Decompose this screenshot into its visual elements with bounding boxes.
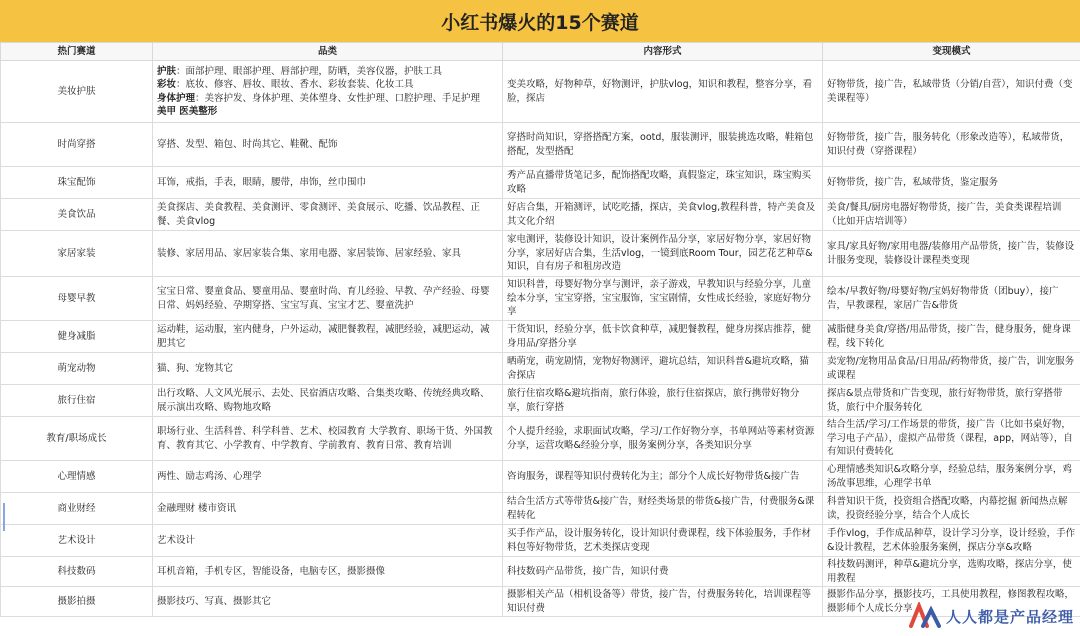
table-row [1, 557, 1080, 587]
content-cell: 结合生活方式等带货&接广告，财经类场景的带货&接广告，付费服务&课程转化 [503, 493, 823, 525]
content-cell: 秀产品直播带货笔记多，配饰搭配攻略，真假鉴定，珠宝知识，珠宝购买攻略 [503, 167, 823, 199]
content-cell: 科技数码产品带货，接广告，知识付费 [503, 557, 823, 587]
track-cell: 家居家装 [1, 231, 153, 277]
content-cell: 知识科普，母婴好物分享与测评，亲子游戏，早教知识与经验分享，儿童绘本分享，宝宝穿搭，宝宝服饰，宝宝剧情，女性成长经验，家庭好物分享 [503, 277, 823, 321]
table-row [1, 167, 1080, 199]
monetize-cell: 好物带货，接广告，私域带货（分销/自营），知识付费（变美课程等） [823, 61, 1080, 123]
table-row [1, 385, 1080, 417]
track-cell: 珠宝配饰 [1, 167, 153, 199]
monetize-cell: 美食/餐具/厨房电器好物带货，接广告，美食类课程培训（比如开店培训等） [823, 199, 1080, 231]
track-cell: 科技数码 [1, 557, 153, 587]
track-cell: 萌宠动物 [1, 353, 153, 385]
content-cell: 咨询服务，课程等知识付费转化为主；部分个人成长好物带货&接广告 [503, 461, 823, 493]
table-row [1, 417, 1080, 461]
tracks-table [0, 42, 1080, 617]
track-cell: 健身减脂 [1, 321, 153, 353]
track-cell: 教育/职场成长 [1, 417, 153, 461]
table-row [1, 353, 1080, 385]
table-row [1, 231, 1080, 277]
track-cell: 心理情感 [1, 461, 153, 493]
category-text: ：面部护理、眼部护理、唇部护理，防晒，美容仪器，护肤工具 [176, 65, 443, 77]
content-cell: 个人提升经验，求职面试攻略，学习/工作好物分享，书单网站等素材资源分享，运营攻略&经验分享，服务案例分享，各类知识分享 [503, 417, 823, 461]
monetize-cell: 科技数码测评，种草&避坑分享，选购攻略，探店分享，使用教程 [823, 557, 1080, 587]
content-cell: 干货知识，经验分享，低卡饮食种草，减肥餐教程，健身房探店推荐，健身用品/穿搭分享 [503, 321, 823, 353]
content-cell: 旅行住宿攻略&避坑指南，旅行体验，旅行住宿探店，旅行携带好物分享，旅行穿搭 [503, 385, 823, 417]
row-selection-marker [3, 503, 5, 531]
track-cell: 商业财经 [1, 493, 153, 525]
monetize-cell: 好物带货，接广告，私域带货，鉴定服务 [823, 167, 1080, 199]
page-title-text: 小红书爆火的15个赛道 [441, 11, 639, 34]
content-cell: 摄影相关产品（相机设备等）带货，接广告，付费服务转化，培训课程等知识付费 [503, 587, 823, 617]
monetize-cell: 科普知识干货，投资组合搭配攻略，内幕挖掘 新闻热点解读，投资经验分享，结合个人成长 [823, 493, 1080, 525]
monetize-cell: 手作vlog，手作成品种草，设计学习分享，设计经验，手作&设计教程，艺术体验服务案例，探店分享&攻略 [823, 525, 1080, 557]
category-cell: 运动鞋，运动服，室内健身，户外运动，减肥餐教程，减肥经验，减肥运动，减肥其它 [153, 321, 503, 353]
header-track: 热门赛道 [1, 43, 153, 61]
track-cell: 时尚穿搭 [1, 123, 153, 167]
category-cell: 职场行业、生活科普、科学科普、艺术、校园教育 大学教育、职场干货、外国教育、教育其它、小学教育、中学教育、学前教育、教育日常、教育培训 [153, 417, 503, 461]
category-cell [153, 61, 503, 123]
monetize-cell: 探店&景点带货和广告变现，旅行好物带货，旅行穿搭带货，旅行中介服务转化 [823, 385, 1080, 417]
table-header-row [1, 43, 1080, 61]
monetize-cell: 结合生活/学习/工作场景的带货，接广告（比如书桌好物，学习电子产品），虚拟产品带货（课程，app，网站等），自有知识付费转化 [823, 417, 1080, 461]
content-cell: 好店合集，开箱测评，试吃吃播，探店，美食vlog,教程科普，特产美食及其文化介绍 [503, 199, 823, 231]
logo-mark-icon [907, 602, 943, 630]
monetize-cell: 好物带货，接广告，服务转化（形象改造等），私域带货，知识付费（穿搭课程） [823, 123, 1080, 167]
category-label: 美甲 医美整形 [157, 106, 218, 117]
table-row [1, 493, 1080, 525]
category-cell: 艺术设计 [153, 525, 503, 557]
table-row [1, 277, 1080, 321]
category-label: 护肤 [157, 65, 177, 77]
category-cell: 两性、励志鸡汤、心理学 [153, 461, 503, 493]
category-cell: 出行攻略、人文风光展示、去处、民宿酒店攻略、合集类攻略、传统经典攻略、展示演出攻略、购物地攻略 [153, 385, 503, 417]
track-cell: 摄影拍摄 [1, 587, 153, 617]
category-text: ：美容护发、身体护理、美体塑身、女性护理、口腔护理、手足护理 [195, 92, 481, 104]
monetize-cell: 卖宠物/宠物用品食品/日用品/药物带货，接广告，训宠服务或课程 [823, 353, 1080, 385]
header-monetize: 变现模式 [823, 43, 1080, 61]
content-cell: 买手作产品，设计服务转化，设计知识付费课程，线下体验服务，手作材料包等好物带货，艺术类探店变现 [503, 525, 823, 557]
table-row [1, 61, 1080, 123]
category-cell: 猫、狗、宠物其它 [153, 353, 503, 385]
category-cell: 装修、家居用品、家居家装合集、家用电器、家居装饰、居家经验、家具 [153, 231, 503, 277]
watermark-text: 人人都是产品经理 [945, 607, 1074, 626]
page-title [0, 0, 1080, 42]
monetize-cell: 家具/家具好物/家用电器/装修用产品带货，接广告，装修设计服务变现，装修设计课程类变现 [823, 231, 1080, 277]
table-row [1, 461, 1080, 493]
track-cell: 母婴早教 [1, 277, 153, 321]
category-cell: 穿搭、发型、箱包、时尚其它、鞋靴、配饰 [153, 123, 503, 167]
monetize-cell: 心理情感类知识&攻略分享，经验总结，服务案例分享，鸡汤故事思维，心理学书单 [823, 461, 1080, 493]
table-row [1, 123, 1080, 167]
track-cell: 美食饮品 [1, 199, 153, 231]
header-content: 内容形式 [503, 43, 823, 61]
category-cell: 耳饰，戒指，手表，眼睛，腰带，串饰，丝巾围巾 [153, 167, 503, 199]
table-row [1, 525, 1080, 557]
content-cell: 晒萌宠，萌宠剧情，宠物好物测评，避坑总结，知识科普&避坑攻略，猫舍探店 [503, 353, 823, 385]
category-cell: 美食探店、美食教程、美食测评、零食测评、美食展示、吃播、饮品教程、正餐、美食vlog [153, 199, 503, 231]
track-cell: 艺术设计 [1, 525, 153, 557]
category-cell: 耳机音箱，手机专区，智能设备，电脑专区，摄影摄像 [153, 557, 503, 587]
monetize-cell: 减脂健身美食/穿搭/用品带货，接广告，健身服务，健身课程，线下转化 [823, 321, 1080, 353]
category-cell: 摄影技巧、写真、摄影其它 [153, 587, 503, 617]
category-cell: 宝宝日常、婴童食品、婴童用品、婴童时尚、育儿经验、早教、孕产经验、母婴日常、妈妈经验、孕期穿搭、宝宝写真、宝宝才艺、婴童洗护 [153, 277, 503, 321]
category-cell: 金融理财 楼市资讯 [153, 493, 503, 525]
content-cell: 变美攻略，好物种草，好物测评，护肤vlog，知识和教程，整容分享，看脸，探店 [503, 61, 823, 123]
header-category: 品类 [153, 43, 503, 61]
monetize-cell: 绘本/早教好物/母婴好物/宝妈好物带货（团buy），接广告，早教课程，家居广告&带货 [823, 277, 1080, 321]
monetize-cell: 摄影作品分享，摄影技巧，工具使用教程，修图教程攻略，摄影师个人成长分享 [823, 587, 1080, 617]
content-cell: 穿搭时尚知识，穿搭搭配方案，ootd，服装测评，服装挑选攻略，鞋箱包搭配，发型搭配 [503, 123, 823, 167]
content-cell: 家电测评，装修设计知识，设计案例作品分享，家居好物分享，家居好物分享，家居好店合集，生活vlog，一镜到底Room Tour，园艺花艺种草&知识，自有房子和租房改造 [503, 231, 823, 277]
table-row [1, 321, 1080, 353]
category-text: ：底妆、修容、唇妆、眼妆、香水、彩妆套装、化妆工具 [176, 79, 414, 90]
track-cell: 美妆护肤 [1, 61, 153, 123]
table-row [1, 199, 1080, 231]
watermark [907, 602, 1074, 630]
track-cell: 旅行住宿 [1, 385, 153, 417]
category-label: 身体护理 [157, 92, 196, 104]
category-label: 彩妆 [157, 79, 177, 90]
